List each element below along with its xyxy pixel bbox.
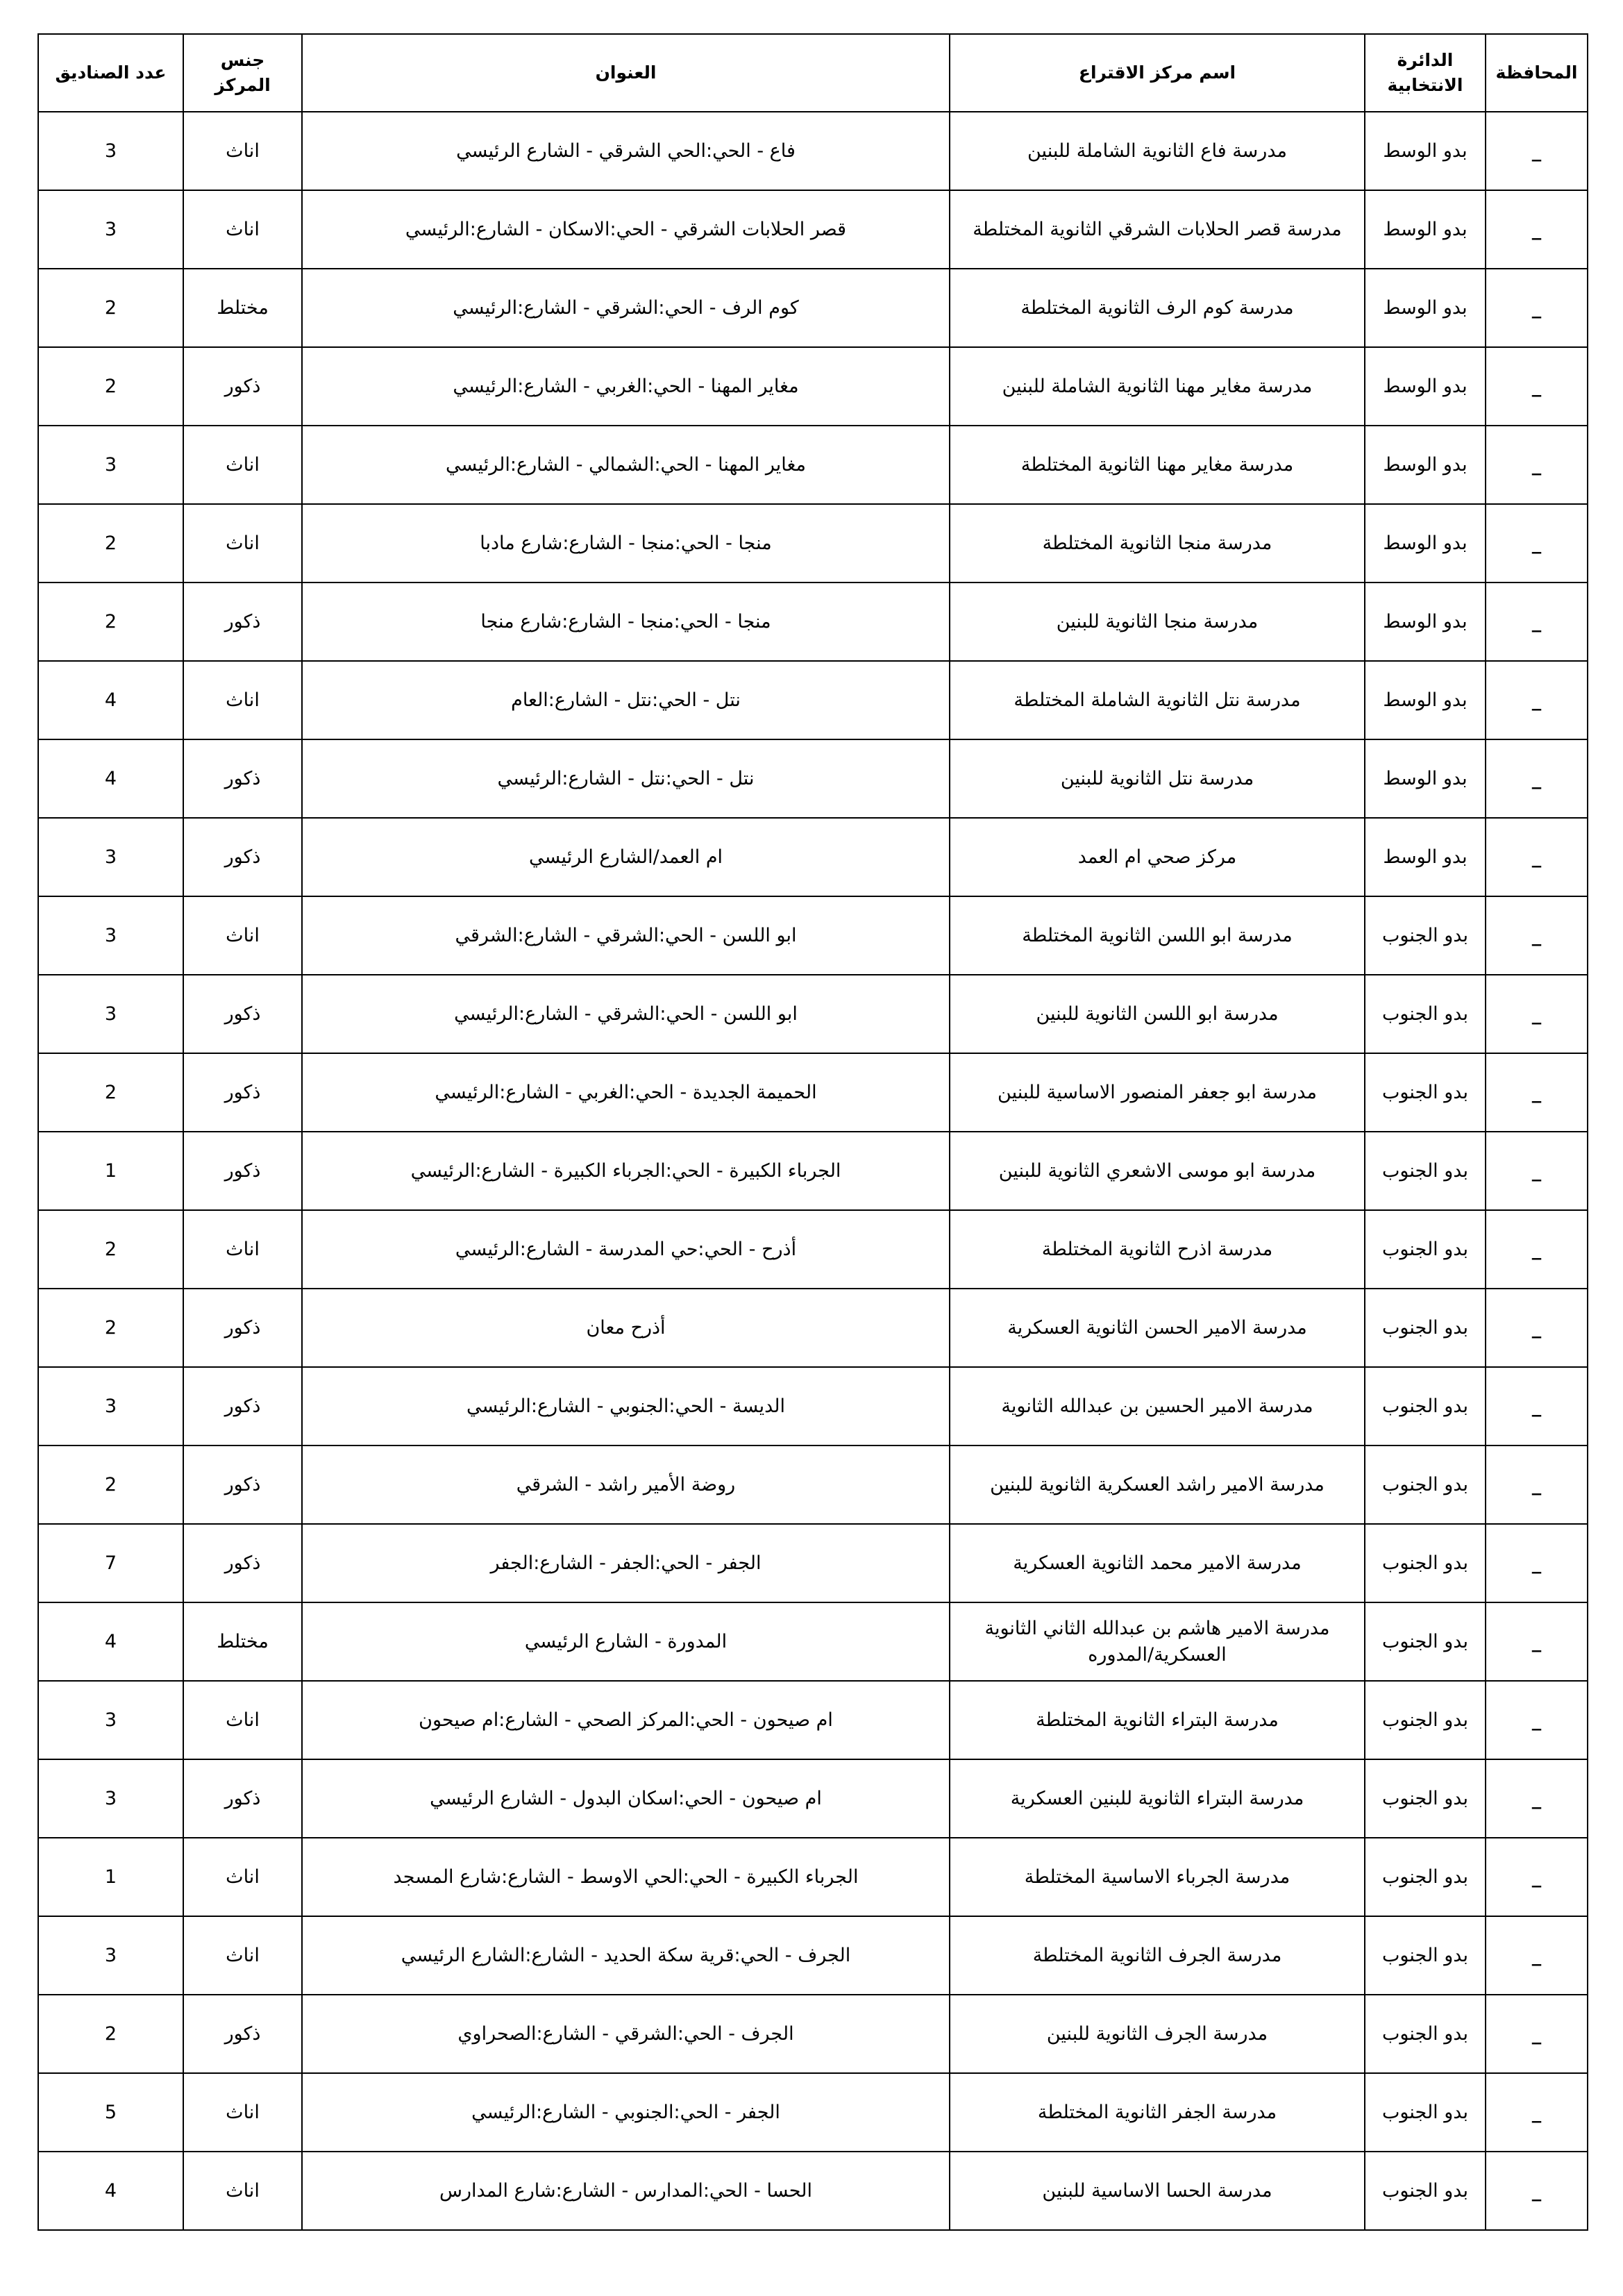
cell-governorate: _ — [1486, 1681, 1588, 1759]
cell-district: بدو الوسط — [1365, 818, 1486, 896]
cell-district: بدو الوسط — [1365, 426, 1486, 504]
cell-governorate: _ — [1486, 1132, 1588, 1210]
cell-center-gender: ذكور — [183, 975, 302, 1053]
cell-center-name: مدرسة الجرف الثانوية المختلطة — [950, 1916, 1365, 1995]
cell-center-gender: اناث — [183, 896, 302, 975]
cell-center-gender: اناث — [183, 2073, 302, 2152]
header-box-count: عدد الصناديق — [38, 34, 183, 112]
cell-box-count: 3 — [38, 818, 183, 896]
cell-center-name: مدرسة الامير راشد العسكرية الثانوية للبنين — [950, 1446, 1365, 1524]
cell-box-count: 4 — [38, 2152, 183, 2230]
cell-governorate: _ — [1486, 896, 1588, 975]
cell-district: بدو الجنوب — [1365, 1916, 1486, 1995]
cell-center-name: مدرسة نتل الثانوية للبنين — [950, 739, 1365, 818]
cell-box-count: 2 — [38, 347, 183, 426]
cell-center-gender: ذكور — [183, 1524, 302, 1602]
cell-address: فاع - الحي:الحي الشرقي - الشارع الرئيسي — [302, 112, 950, 190]
table-row — [38, 1681, 1588, 1759]
header-governorate: المحافظة — [1486, 34, 1588, 112]
cell-governorate: _ — [1486, 1446, 1588, 1524]
cell-governorate: _ — [1486, 1210, 1588, 1289]
table-row — [38, 269, 1588, 347]
cell-district: بدو الوسط — [1365, 739, 1486, 818]
cell-center-gender: اناث — [183, 426, 302, 504]
cell-governorate: _ — [1486, 190, 1588, 269]
table-row — [38, 190, 1588, 269]
cell-address: الحميمة الجديدة - الحي:الغربي - الشارع:الرئيسي — [302, 1053, 950, 1132]
cell-center-gender: ذكور — [183, 1132, 302, 1210]
cell-address: الديسة - الحي:الجنوبي - الشارع:الرئيسي — [302, 1367, 950, 1446]
cell-governorate: _ — [1486, 2073, 1588, 2152]
cell-address: روضة الأمير راشد - الشرقي — [302, 1446, 950, 1524]
cell-box-count: 2 — [38, 583, 183, 661]
cell-box-count: 4 — [38, 739, 183, 818]
cell-address: الجرباء الكبيرة - الحي:الحي الاوسط - الشارع:شارع المسجد — [302, 1838, 950, 1916]
cell-governorate: _ — [1486, 1916, 1588, 1995]
cell-address: نتل - الحي:نتل - الشارع:الرئيسي — [302, 739, 950, 818]
cell-center-name: مركز صحي ام العمد — [950, 818, 1365, 896]
cell-box-count: 5 — [38, 2073, 183, 2152]
table-row — [38, 1524, 1588, 1602]
cell-box-count: 3 — [38, 1367, 183, 1446]
cell-box-count: 7 — [38, 1524, 183, 1602]
cell-box-count: 4 — [38, 1602, 183, 1681]
cell-center-name: مدرسة الجفر الثانوية المختلطة — [950, 2073, 1365, 2152]
cell-center-gender: ذكور — [183, 1053, 302, 1132]
cell-address: الجرف - الحي:قرية سكة الحديد - الشارع:الشارع الرئيسي — [302, 1916, 950, 1995]
header-district: الدائرة الانتخابية — [1365, 34, 1486, 112]
table-row — [38, 504, 1588, 583]
cell-address: قصر الحلابات الشرقي - الحي:الاسكان - الشارع:الرئيسي — [302, 190, 950, 269]
cell-center-gender: اناث — [183, 504, 302, 583]
cell-center-name: مدرسة ابو جعفر المنصور الاساسية للبنين — [950, 1053, 1365, 1132]
table-row — [38, 1446, 1588, 1524]
cell-center-gender: اناث — [183, 190, 302, 269]
cell-address: ام العمد/الشارع الرئيسي — [302, 818, 950, 896]
cell-district: بدو الجنوب — [1365, 1132, 1486, 1210]
cell-center-gender: ذكور — [183, 583, 302, 661]
cell-center-gender: ذكور — [183, 1995, 302, 2073]
cell-district: بدو الجنوب — [1365, 975, 1486, 1053]
cell-box-count: 1 — [38, 1838, 183, 1916]
cell-district: بدو الجنوب — [1365, 896, 1486, 975]
cell-governorate: _ — [1486, 1759, 1588, 1838]
cell-governorate: _ — [1486, 269, 1588, 347]
cell-governorate: _ — [1486, 739, 1588, 818]
cell-governorate: _ — [1486, 818, 1588, 896]
cell-district: بدو الوسط — [1365, 112, 1486, 190]
cell-address: منجا - الحي:منجا - الشارع:شارع مادبا — [302, 504, 950, 583]
cell-district: بدو الجنوب — [1365, 1838, 1486, 1916]
cell-district: بدو الجنوب — [1365, 2073, 1486, 2152]
cell-governorate: _ — [1486, 583, 1588, 661]
cell-center-name: مدرسة منجا الثانوية للبنين — [950, 583, 1365, 661]
cell-governorate: _ — [1486, 1838, 1588, 1916]
cell-district: بدو الجنوب — [1365, 1681, 1486, 1759]
table-row — [38, 1995, 1588, 2073]
cell-governorate: _ — [1486, 1524, 1588, 1602]
cell-center-gender: اناث — [183, 1838, 302, 1916]
cell-center-name: مدرسة الجرف الثانوية للبنين — [950, 1995, 1365, 2073]
cell-center-gender: اناث — [183, 1210, 302, 1289]
cell-center-name: مدرسة ابو اللسن الثانوية المختلطة — [950, 896, 1365, 975]
table-row — [38, 2152, 1588, 2230]
cell-box-count: 3 — [38, 896, 183, 975]
cell-box-count: 3 — [38, 1759, 183, 1838]
cell-box-count: 3 — [38, 1681, 183, 1759]
cell-center-gender: ذكور — [183, 1367, 302, 1446]
cell-center-name: مدرسة الجرباء الاساسية المختلطة — [950, 1838, 1365, 1916]
table-row — [38, 975, 1588, 1053]
header-center-name: اسم مركز الاقتراع — [950, 34, 1365, 112]
cell-district: بدو الوسط — [1365, 661, 1486, 739]
cell-governorate: _ — [1486, 347, 1588, 426]
cell-center-gender: مختلط — [183, 1602, 302, 1681]
cell-address: الجرباء الكبيرة - الحي:الجرباء الكبيرة - الشارع:الرئيسي — [302, 1132, 950, 1210]
cell-address: الجفر - الحي:الجنوبي - الشارع:الرئيسي — [302, 2073, 950, 2152]
cell-center-gender: ذكور — [183, 1446, 302, 1524]
cell-address: مغاير المهنا - الحي:الغربي - الشارع:الرئيسي — [302, 347, 950, 426]
table-header — [38, 34, 1588, 112]
table-row — [38, 1367, 1588, 1446]
table-row — [38, 426, 1588, 504]
cell-address: كوم الرف - الحي:الشرقي - الشارع:الرئيسي — [302, 269, 950, 347]
table-row — [38, 661, 1588, 739]
cell-center-name: مدرسة الامير الحسن الثانوية العسكرية — [950, 1289, 1365, 1367]
cell-center-name: مدرسة ابو اللسن الثانوية للبنين — [950, 975, 1365, 1053]
cell-governorate: _ — [1486, 426, 1588, 504]
cell-district: بدو الجنوب — [1365, 1995, 1486, 2073]
table-row — [38, 2073, 1588, 2152]
cell-district: بدو الجنوب — [1365, 1289, 1486, 1367]
cell-governorate: _ — [1486, 2152, 1588, 2230]
cell-box-count: 2 — [38, 1053, 183, 1132]
table-row — [38, 739, 1588, 818]
cell-center-name: مدرسة نتل الثانوية الشاملة المختلطة — [950, 661, 1365, 739]
cell-address: الحسا - الحي:المدارس - الشارع:شارع المدارس — [302, 2152, 950, 2230]
cell-center-name: مدرسة البتراء الثانوية للبنين العسكرية — [950, 1759, 1365, 1838]
cell-center-gender: ذكور — [183, 818, 302, 896]
cell-center-name: مدرسة الامير محمد الثانوية العسكرية — [950, 1524, 1365, 1602]
table-row — [38, 1759, 1588, 1838]
cell-center-gender: مختلط — [183, 269, 302, 347]
cell-center-name: مدرسة البتراء الثانوية المختلطة — [950, 1681, 1365, 1759]
cell-center-name: مدرسة منجا الثانوية المختلطة — [950, 504, 1365, 583]
cell-district: بدو الجنوب — [1365, 2152, 1486, 2230]
table-row — [38, 347, 1588, 426]
cell-box-count: 2 — [38, 269, 183, 347]
cell-center-name: مدرسة فاع الثانوية الشاملة للبنين — [950, 112, 1365, 190]
table-row — [38, 1289, 1588, 1367]
cell-center-gender: ذكور — [183, 1759, 302, 1838]
cell-box-count: 4 — [38, 661, 183, 739]
table-row — [38, 1132, 1588, 1210]
cell-box-count: 2 — [38, 1446, 183, 1524]
cell-district: بدو الجنوب — [1365, 1367, 1486, 1446]
header-row — [38, 34, 1588, 112]
table-row — [38, 1210, 1588, 1289]
cell-center-gender: اناث — [183, 112, 302, 190]
cell-center-name: مدرسة مغاير مهنا الثانوية الشاملة للبنين — [950, 347, 1365, 426]
cell-address: ام صيحون - الحي:المركز الصحي - الشارع:ام صيحون — [302, 1681, 950, 1759]
cell-center-gender: ذكور — [183, 1289, 302, 1367]
cell-center-name: مدرسة مغاير مهنا الثانوية المختلطة — [950, 426, 1365, 504]
cell-district: بدو الوسط — [1365, 269, 1486, 347]
cell-governorate: _ — [1486, 661, 1588, 739]
cell-governorate: _ — [1486, 1602, 1588, 1681]
cell-district: بدو الوسط — [1365, 583, 1486, 661]
cell-governorate: _ — [1486, 1367, 1588, 1446]
cell-address: أذرح معان — [302, 1289, 950, 1367]
cell-center-gender: ذكور — [183, 739, 302, 818]
cell-governorate: _ — [1486, 1289, 1588, 1367]
cell-box-count: 2 — [38, 1995, 183, 2073]
cell-box-count: 3 — [38, 1916, 183, 1995]
cell-governorate: _ — [1486, 1053, 1588, 1132]
cell-center-name: مدرسة الامير الحسين بن عبدالله الثانوية — [950, 1367, 1365, 1446]
cell-district: بدو الوسط — [1365, 347, 1486, 426]
cell-address: ابو اللسن - الحي:الشرقي - الشارع:الشرقي — [302, 896, 950, 975]
cell-box-count: 2 — [38, 1289, 183, 1367]
cell-center-name: مدرسة الامير هاشم بن عبدالله الثاني الثانوية العسكرية/المدوره — [950, 1602, 1365, 1681]
header-center-gender: جنس المركز — [183, 34, 302, 112]
table-row — [38, 1053, 1588, 1132]
cell-box-count: 3 — [38, 975, 183, 1053]
cell-address: نتل - الحي:نتل - الشارع:العام — [302, 661, 950, 739]
cell-district: بدو الوسط — [1365, 504, 1486, 583]
cell-district: بدو الجنوب — [1365, 1446, 1486, 1524]
cell-center-gender: ذكور — [183, 347, 302, 426]
table-body — [38, 112, 1588, 2230]
cell-box-count: 1 — [38, 1132, 183, 1210]
header-address: العنوان — [302, 34, 950, 112]
table-row — [38, 583, 1588, 661]
cell-center-gender: اناث — [183, 1681, 302, 1759]
cell-address: ابو اللسن - الحي:الشرقي - الشارع:الرئيسي — [302, 975, 950, 1053]
cell-district: بدو الجنوب — [1365, 1053, 1486, 1132]
cell-address: منجا - الحي:منجا - الشارع:شارع منجا — [302, 583, 950, 661]
cell-district: بدو الجنوب — [1365, 1602, 1486, 1681]
cell-box-count: 3 — [38, 426, 183, 504]
polling-centers-table — [37, 33, 1588, 2231]
cell-address: أذرح - الحي:حي المدرسة - الشارع:الرئيسي — [302, 1210, 950, 1289]
cell-governorate: _ — [1486, 1995, 1588, 2073]
cell-box-count: 2 — [38, 1210, 183, 1289]
cell-address: مغاير المهنا - الحي:الشمالي - الشارع:الرئيسي — [302, 426, 950, 504]
cell-center-name: مدرسة الحسا الاساسية للبنين — [950, 2152, 1365, 2230]
table-row — [38, 112, 1588, 190]
document-page — [39, 33, 1588, 2231]
cell-box-count: 3 — [38, 190, 183, 269]
cell-center-name: مدرسة ابو موسى الاشعري الثانوية للبنين — [950, 1132, 1365, 1210]
cell-center-gender: اناث — [183, 2152, 302, 2230]
cell-center-name: مدرسة كوم الرف الثانوية المختلطة — [950, 269, 1365, 347]
table-row — [38, 1602, 1588, 1681]
cell-governorate: _ — [1486, 504, 1588, 583]
table-row — [38, 818, 1588, 896]
table-row — [38, 896, 1588, 975]
table-row — [38, 1916, 1588, 1995]
cell-address: الجرف - الحي:الشرقي - الشارع:الصحراوي — [302, 1995, 950, 2073]
cell-district: بدو الجنوب — [1365, 1524, 1486, 1602]
table-row — [38, 1838, 1588, 1916]
cell-governorate: _ — [1486, 975, 1588, 1053]
cell-governorate: _ — [1486, 112, 1588, 190]
cell-center-name: مدرسة قصر الحلابات الشرقي الثانوية المختلطة — [950, 190, 1365, 269]
cell-center-name: مدرسة اذرح الثانوية المختلطة — [950, 1210, 1365, 1289]
cell-district: بدو الجنوب — [1365, 1210, 1486, 1289]
cell-address: ام صيحون - الحي:اسكان البدول - الشارع الرئيسي — [302, 1759, 950, 1838]
cell-address: الجفر - الحي:الجفر - الشارع:الجفر — [302, 1524, 950, 1602]
cell-district: بدو الوسط — [1365, 190, 1486, 269]
cell-box-count: 2 — [38, 504, 183, 583]
cell-center-gender: اناث — [183, 661, 302, 739]
cell-box-count: 3 — [38, 112, 183, 190]
cell-address: المدورة - الشارع الرئيسي — [302, 1602, 950, 1681]
cell-center-gender: اناث — [183, 1916, 302, 1995]
cell-district: بدو الجنوب — [1365, 1759, 1486, 1838]
